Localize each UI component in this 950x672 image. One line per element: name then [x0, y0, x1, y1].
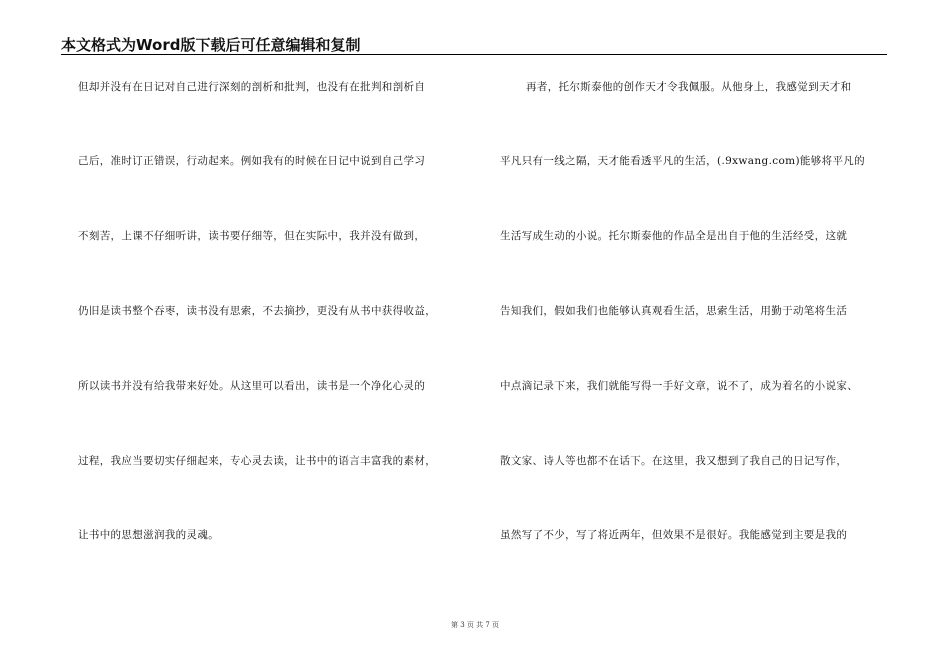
left-line-7: 让书中的思想滋润我的灵魂。	[78, 529, 220, 541]
right-text-column	[500, 0, 892, 672]
page-number-footer: 第 3 页 共 7 页	[450, 621, 500, 629]
right-line-4: 告知我们，假如我们也能够认真观看生活，思索生活，用勤于动笔将生活	[500, 305, 848, 317]
left-line-4: 仍旧是读书整个吞枣，读书没有思索，不去摘抄，更没有从书中获得收益，	[78, 305, 437, 317]
right-line-7: 虽然写了不少，写了将近两年，但效果不是很好。我能感觉到主要是我的	[500, 529, 848, 541]
left-text-column	[78, 0, 478, 672]
right-line-2: 平凡只有一线之隔，天才能看透平凡的生活，(.9xwang.com)能够将平凡的	[500, 155, 866, 167]
left-line-6: 过程，我应当要切实仔细起来，专心灵去读，让书中的语言丰富我的素材，	[78, 455, 437, 467]
left-line-5: 所以读书并没有给我带来好处。从这里可以看出，读书是一个净化心灵的	[78, 380, 426, 392]
right-line-3: 生活写成生动的小说。托尔斯泰他的作品全是出自于他的生活经受，这就	[500, 230, 848, 242]
left-line-2: 己后，准时订正错误，行动起来。例如我有的时候在日记中说到自己学习	[78, 155, 426, 167]
right-line-5: 中点滴记录下来，我们就能写得一手好文章，说不了，成为着名的小说家、	[500, 380, 859, 392]
left-line-3: 不刻苦，上课不仔细听讲，读书要仔细等，但在实际中，我并没有做到，	[78, 230, 426, 242]
right-line-1: 再者，托尔斯泰他的创作天才令我佩服。从他身上，我感觉到天才和	[526, 81, 852, 93]
left-line-1: 但却并没有在日记对自己进行深刻的剖析和批判，也没有在批判和剖析自	[78, 81, 426, 93]
right-line-6: 散文家、诗人等也都不在话下。在这里，我又想到了我自己的日记写作，	[500, 455, 848, 467]
document-header-title: 本文格式为Word版下载后可任意编辑和复制	[61, 36, 361, 54]
